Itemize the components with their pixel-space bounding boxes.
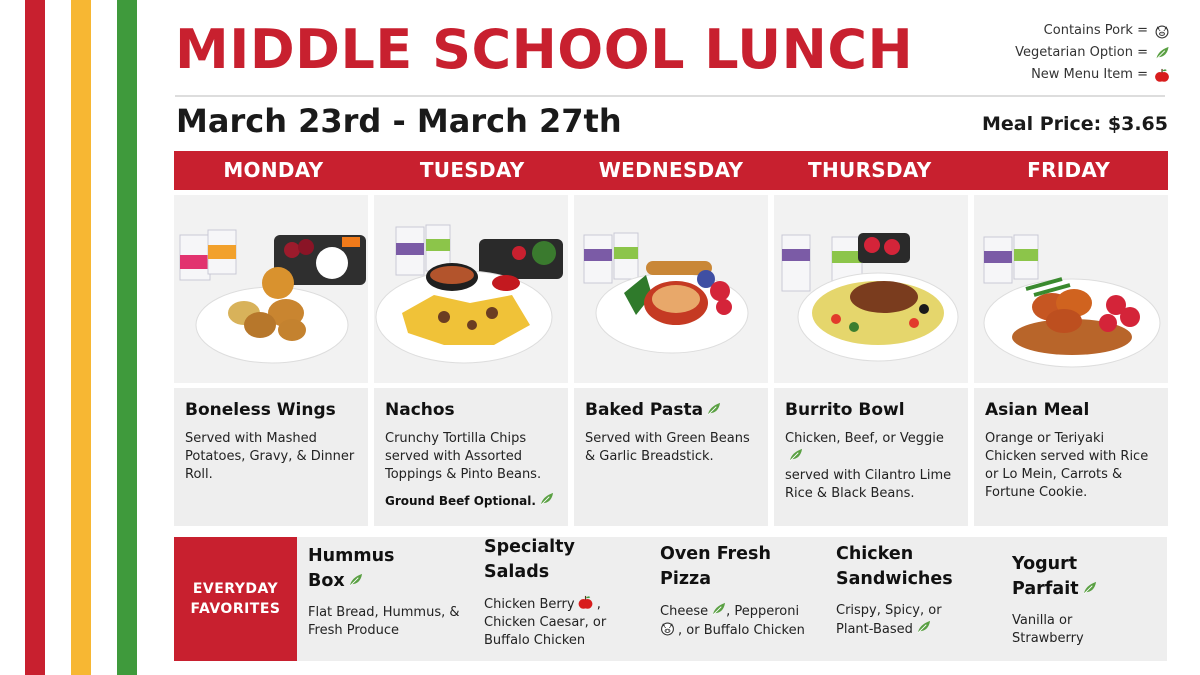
meal-description: Orange or Teriyaki Chicken served with Rice or Lo Mein, Carrots & Fortune Cookie.: [985, 431, 1149, 500]
favorite-title-line-2: Salads: [484, 562, 550, 582]
favorite-description: [484, 595, 654, 650]
favorite-description: Vanilla or Strawberry: [1012, 613, 1084, 646]
favorite-title: [308, 544, 478, 594]
favorite-description: [836, 602, 1006, 639]
legend-pork-label: Contains Pork =: [1043, 23, 1148, 38]
header-divider: [175, 95, 1165, 97]
icon-legend: [1015, 20, 1170, 86]
date-range: March 23rd - March 27th: [176, 102, 622, 140]
favorite-desc-part-1: Cheese: [660, 604, 709, 619]
meal-note: [385, 492, 557, 508]
legend-new-item-label: New Menu Item =: [1031, 67, 1148, 82]
favorite-desc-part-3: Chicken Caesar, or Buffalo Chicken: [484, 615, 607, 648]
meal-description: Served with Mashed Potatoes, Gravy, & Dinner Roll.: [185, 431, 355, 482]
page-title: MIDDLE SCHOOL LUNCH: [175, 18, 914, 81]
leaf-icon: [788, 448, 803, 462]
favorite-title: [484, 535, 654, 585]
favorites-label-line-2: FAVORITES: [190, 601, 281, 617]
favorite-title: [660, 542, 830, 592]
meal-card-wednesday: [574, 388, 768, 526]
favorite-desc-part-2: Plant-Based: [836, 622, 913, 637]
day-header-tuesday: TUESDAY: [419, 158, 525, 182]
everyday-favorites-label: [174, 537, 297, 661]
meal-name-row: [585, 400, 757, 420]
meal-photo-monday: [174, 195, 368, 383]
legend-vegetarian-label: Vegetarian Option =: [1015, 45, 1148, 60]
meal-description: [785, 430, 957, 503]
everyday-favorites-band: [297, 537, 1167, 661]
leaf-icon: [1082, 581, 1097, 595]
meal-description: Served with Green Beans & Garlic Breadstick.: [585, 431, 750, 464]
favorite-yogurt-parfait: [1012, 552, 1182, 648]
favorite-desc-part-1: Chicken Berry: [484, 597, 575, 612]
leaf-icon: [1154, 46, 1170, 60]
decorative-stripe-yellow: [71, 0, 91, 675]
favorite-title-line-1: Hummus: [308, 546, 395, 566]
meal-card-monday: [174, 388, 368, 526]
day-header-wednesday: WEDNESDAY: [598, 158, 744, 182]
favorite-description: [660, 602, 830, 640]
meal-description: Crunchy Tortilla Chips served with Assorted Toppings & Pinto Beans.: [385, 431, 542, 482]
apple-icon: [1154, 68, 1170, 83]
legend-pork: [1015, 20, 1170, 42]
legend-vegetarian: [1015, 42, 1170, 64]
decorative-stripe-green: [117, 0, 137, 675]
favorite-title-line-2: Pizza: [660, 569, 712, 589]
day-header-monday: MONDAY: [223, 158, 324, 182]
pig-icon: [1154, 24, 1170, 39]
meal-card-thursday: [774, 388, 968, 526]
meal-price: Meal Price: $3.65: [981, 113, 1168, 135]
favorite-hummus-box: [308, 544, 478, 640]
meal-description-sides: served with Cilantro Lime Rice & Black Beans.: [785, 468, 952, 501]
meal-name: Boneless Wings: [185, 400, 336, 420]
pig-icon: [660, 621, 675, 636]
meal-description-options: Chicken, Beef, or Veggie: [785, 431, 944, 446]
meal-name: Baked Pasta: [585, 400, 704, 420]
meal-name: Asian Meal: [985, 400, 1090, 420]
favorite-title-line-2: Box: [308, 571, 345, 591]
leaf-icon: [348, 573, 363, 587]
meal-name: Nachos: [385, 400, 455, 420]
legend-new-item: [1015, 64, 1170, 86]
favorite-desc-part-2: ,: [596, 597, 601, 612]
leaf-icon: [539, 492, 554, 506]
favorite-title: [836, 542, 1006, 592]
decorative-stripe-red: [25, 0, 45, 675]
meal-card-tuesday: [374, 388, 568, 526]
meal-note-text: Ground Beef Optional.: [385, 494, 536, 508]
weekday-header-bar: [174, 151, 1168, 190]
favorite-oven-fresh-pizza: [660, 542, 830, 640]
favorite-description: Flat Bread, Hummus, & Fresh Produce: [308, 605, 460, 638]
meal-photo-wednesday: [574, 195, 768, 383]
leaf-icon: [711, 602, 726, 616]
apple-icon: [578, 595, 593, 610]
favorite-title-line-1: Chicken: [836, 544, 914, 564]
favorite-specialty-salads: [484, 535, 654, 650]
favorite-chicken-sandwiches: [836, 542, 1006, 639]
meal-name: Burrito Bowl: [785, 400, 905, 420]
day-header-friday: FRIDAY: [1027, 158, 1111, 182]
favorite-title: [1012, 552, 1182, 602]
leaf-icon: [916, 620, 931, 634]
meal-photo-thursday: [774, 195, 968, 383]
meal-photo-friday: [974, 195, 1168, 383]
favorite-title-line-1: Yogurt: [1012, 554, 1078, 574]
leaf-icon: [706, 402, 721, 416]
favorite-title-line-2: Sandwiches: [836, 569, 953, 589]
meal-card-friday: [974, 388, 1168, 526]
day-header-thursday: THURSDAY: [808, 158, 932, 182]
favorites-label-line-1: EVERYDAY: [192, 581, 279, 597]
favorite-desc-part-2: , Pepperoni: [726, 604, 800, 619]
meal-photo-tuesday: [374, 195, 568, 383]
favorite-desc-part-1: Crispy, Spicy, or: [836, 603, 942, 618]
favorite-title-line-1: Oven Fresh: [660, 544, 771, 564]
favorite-title-line-1: Specialty: [484, 537, 575, 557]
favorite-desc-part-3: , or Buffalo Chicken: [678, 623, 805, 638]
favorite-title-line-2: Parfait: [1012, 579, 1079, 599]
